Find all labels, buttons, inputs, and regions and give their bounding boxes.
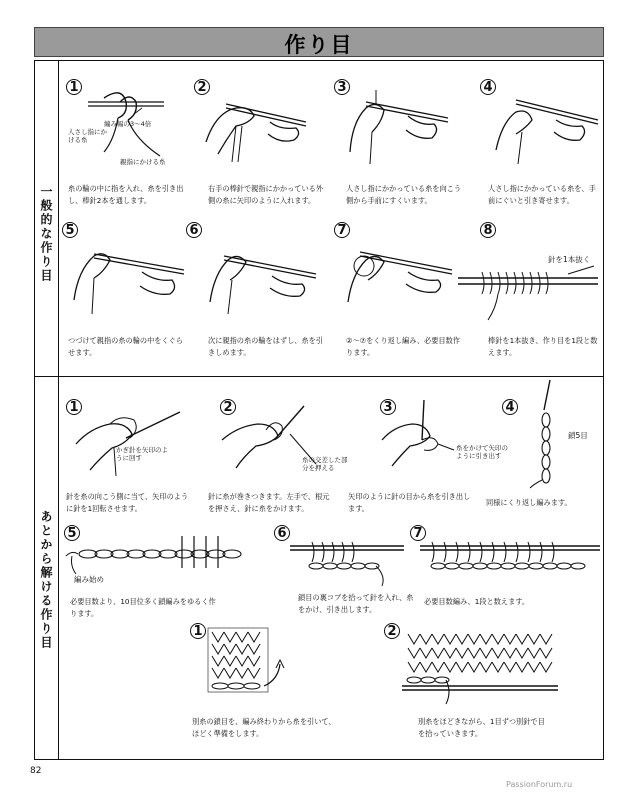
s1-step8-caption: 棒針を1本抜き、作り目を1段と数えます。: [488, 336, 598, 357]
s2-step3-illustration: [378, 400, 488, 480]
unravel2-illustration: [402, 630, 562, 720]
watermark: PassionForum.ru: [506, 780, 573, 789]
s2-step1-caption: 針を糸の向こう側に当て、矢印のように針を1回転させます。: [66, 492, 189, 513]
s2-step1-number: 1: [66, 399, 82, 415]
s1-step8-label: 針を1本抜く: [548, 255, 591, 264]
section2-heading: あとから解ける作り目: [39, 510, 53, 650]
s2-step6-caption: 鎖目の裏コブを拾って針を入れ、糸をかけ、引き出します。: [298, 593, 414, 614]
s2-step6-illustration: [286, 536, 406, 586]
s2-step5-caption: 必要目数より、10目位多く鎖編みをゆるく作ります。: [70, 597, 216, 618]
s1-step5-illustration: [64, 230, 194, 320]
s1-step6-caption: 次に親指の糸の輪をはずし、糸を引きしめます。: [208, 336, 324, 357]
s1-step3-caption: 人さし指にかかっている糸を向こう側から手前にすくいます。: [346, 184, 462, 205]
unravel1-caption: 別糸の鎖目を、編み終わりから糸を引いて、ほどく準備をします。: [192, 717, 336, 738]
s2-step2-illustration: [216, 404, 336, 484]
s1-step4-number: 4: [480, 79, 496, 95]
s2-step7-illustration: [418, 534, 602, 584]
s2-step4-number: 4: [502, 399, 518, 415]
section1-heading: 一般的な作り目: [39, 185, 53, 283]
section-divider: [34, 376, 604, 377]
unravel2-caption: 別糸をほどきながら、1目ずつ別針で目を拾っていきます。: [418, 717, 545, 738]
s2-step4-caption: 同様にくり返し編みます。: [486, 498, 572, 507]
unravel2-number: 2: [384, 623, 400, 639]
s2-step1-illustration: [70, 404, 190, 484]
s2-step3-label: 糸をかけて矢印のように引き出す: [456, 444, 508, 460]
s1-step1-label-width: 編み幅の3～4倍: [104, 120, 152, 128]
s1-step4-caption: 人さし指にかかっている糸を、手前にぐいと引き寄せます。: [488, 184, 596, 205]
s2-step5-illustration: [62, 530, 252, 580]
s1-step8-illustration: [458, 262, 604, 322]
s1-step1-label-index: 人さし指にかける糸: [68, 128, 107, 144]
s1-step1-caption: 糸の輪の中に指を入れ、糸を引き出し、棒針2本を通します。: [68, 184, 184, 205]
unravel1-illustration: [206, 624, 296, 714]
s1-step3-illustration: [336, 82, 456, 172]
s2-step5-number: 5: [64, 525, 80, 541]
s1-step7-caption: ②～⑦をくり返し編み、必要目数作ります。: [346, 336, 460, 357]
s1-step2-illustration: [196, 82, 316, 172]
s2-step5-label: 編み始め: [74, 575, 104, 584]
page-number: 82: [30, 766, 42, 776]
s2-step4-label: 鎖5目: [568, 431, 588, 440]
s2-step2-number: 2: [220, 399, 236, 415]
s2-step6-number: 6: [274, 525, 290, 541]
s1-step2-caption: 右手の棒針で親指にかかっている外側の糸に矢印のように入れます。: [208, 184, 324, 205]
s1-step3-number: 3: [334, 79, 350, 95]
unravel1-number: 1: [190, 623, 206, 639]
s1-step8-number: 8: [480, 222, 496, 238]
s1-step2-number: 2: [194, 79, 210, 95]
s1-step5-number: 5: [62, 222, 78, 238]
s2-step3-caption: 矢印のように針の目から糸を引き出します。: [348, 492, 471, 513]
s2-step2-caption: 針に糸が巻きつきます。左手で、根元を押さえ、針に糸をかけます。: [208, 492, 330, 513]
s2-step7-caption: 必要目数編み、1段と数えます。: [424, 597, 530, 606]
s1-step7-illustration: [336, 230, 466, 320]
s2-step2-label: 糸の交差した部分を押える: [302, 456, 348, 472]
s1-step7-number: 7: [334, 222, 350, 238]
s1-step4-illustration: [482, 82, 602, 172]
s2-step3-number: 3: [380, 399, 396, 415]
s1-step6-illustration: [196, 230, 326, 320]
s2-step1-label: かぎ針を矢印のように回す: [116, 446, 168, 462]
page-title: 作り目: [284, 33, 354, 57]
s1-step5-caption: つづけて親指の糸の輪の中をくぐらせます。: [68, 336, 184, 357]
title-bar: [34, 27, 604, 57]
s2-step7-number: 7: [410, 525, 426, 541]
side-divider: [58, 60, 59, 760]
s1-step6-number: 6: [186, 222, 202, 238]
s1-step1-number: 1: [66, 79, 82, 95]
s1-step1-label-thumb: 親指にかける糸: [120, 158, 166, 166]
